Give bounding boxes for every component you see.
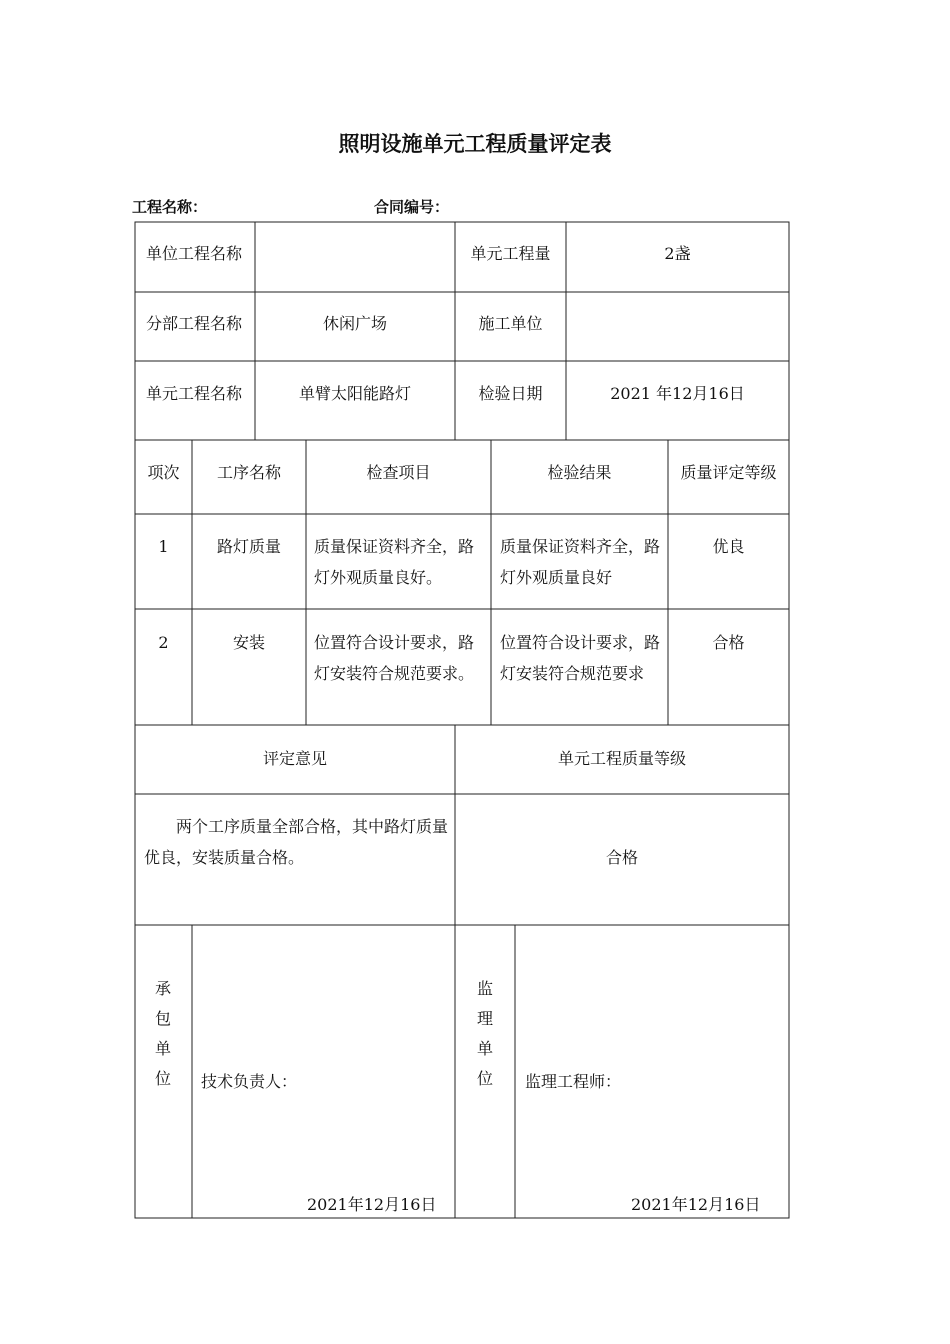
- unit-quantity-value: 2盏: [664, 244, 691, 263]
- header-item-no: 项次: [147, 463, 180, 482]
- row1-no: 1: [158, 537, 169, 556]
- contractor-label: 施工单位: [478, 314, 543, 333]
- inspection-date-value: 2021 年12月16日: [610, 384, 745, 403]
- row1-process: 路灯质量: [216, 537, 281, 556]
- supervisor-vertical-label: 监 理 单 位: [476, 979, 493, 1088]
- opinion-label: 评定意见: [262, 749, 327, 768]
- sub-project-label: 分部工程名称: [146, 314, 243, 333]
- contractor-date: 2021年12月16日: [307, 1195, 437, 1214]
- opinion-text: 两个工序质量全部合格，其中路灯质量优良，安装质量合格。: [144, 817, 449, 867]
- header-process: 工序名称: [216, 463, 281, 482]
- unit-project-label: 单位工程名称: [146, 244, 243, 263]
- row2-result: 位置符合设计要求，路灯安装符合规范要求: [500, 633, 661, 683]
- project-name-label: 工程名称：: [132, 198, 208, 216]
- sub-project-value: 休闲广场: [322, 314, 387, 333]
- row2-grade: 合格: [712, 633, 745, 652]
- row2-no: 2: [158, 633, 169, 652]
- supervisor-date: 2021年12月16日: [631, 1195, 761, 1214]
- header-result: 检验结果: [547, 463, 612, 482]
- unit-name-label: 单元工程名称: [146, 384, 243, 403]
- row1-grade: 优良: [712, 537, 745, 556]
- row1-check: 质量保证资料齐全，路灯外观质量良好。: [314, 537, 475, 587]
- unit-name-value: 单臂太阳能路灯: [298, 384, 411, 403]
- row2-process: 安装: [232, 633, 265, 652]
- contractor-vertical-label: 承 包 单 位: [154, 979, 171, 1088]
- header-check-item: 检查项目: [366, 463, 431, 482]
- inspection-date-label: 检验日期: [478, 384, 543, 403]
- unit-quantity-label: 单元工程量: [470, 244, 551, 263]
- row2-check: 位置符合设计要求，路灯安装符合规范要求。: [314, 633, 475, 683]
- header-grade: 质量评定等级: [680, 463, 777, 482]
- row1-result: 质量保证资料齐全，路灯外观质量良好: [500, 537, 661, 587]
- grade-label: 单元工程质量等级: [557, 749, 686, 768]
- supervisor-person-label: 监理工程师：: [525, 1072, 622, 1091]
- grade-value: 合格: [605, 848, 638, 867]
- page-title: 照明设施单元工程质量评定表: [338, 132, 612, 156]
- contract-no-label: 合同编号：: [374, 198, 450, 216]
- contractor-person-label: 技术负责人：: [201, 1072, 298, 1091]
